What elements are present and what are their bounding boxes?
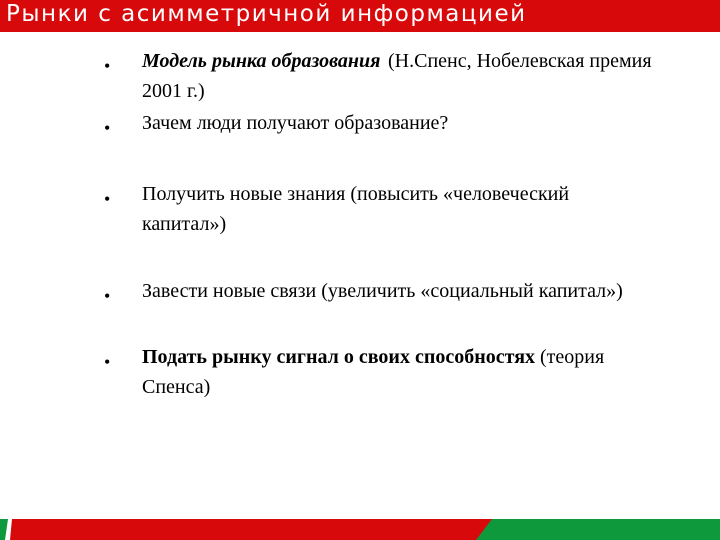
bullet-5-line2: Спенса) — [142, 376, 211, 398]
bullet-1-rest: (Н.Спенс, Нобелевская премия — [388, 50, 652, 72]
bullet-3-line1: Получить новые знания (повысить «человеческий — [142, 183, 570, 205]
bullet-1-continuation: 2001 г.) — [142, 80, 205, 102]
bullet-5-line1 — [142, 346, 604, 369]
bullet-5-emphasis: Подать рынку сигнал о своих способностях — [142, 346, 536, 368]
bullet-5-rest: (теория — [535, 346, 605, 368]
bullet-4-text: Завести новые связи (увеличить «социальный капитал») — [142, 280, 623, 302]
bullet-1-emphasis: Модель рынка образования — [142, 50, 381, 72]
bullet-2-text: Зачем люди получают образование? — [142, 112, 449, 134]
bullet-marker: • — [104, 286, 111, 306]
bullet-marker: • — [104, 189, 111, 209]
bullet-marker: • — [104, 352, 111, 372]
footer-decoration — [0, 519, 720, 540]
footer-red-band — [10, 519, 492, 540]
bullet-marker: • — [104, 118, 111, 138]
bullet-marker: • — [104, 56, 111, 76]
bullet-3-line2: капитал») — [142, 213, 227, 235]
slide-title: Рынки с асимметричной информацией — [6, 1, 527, 27]
